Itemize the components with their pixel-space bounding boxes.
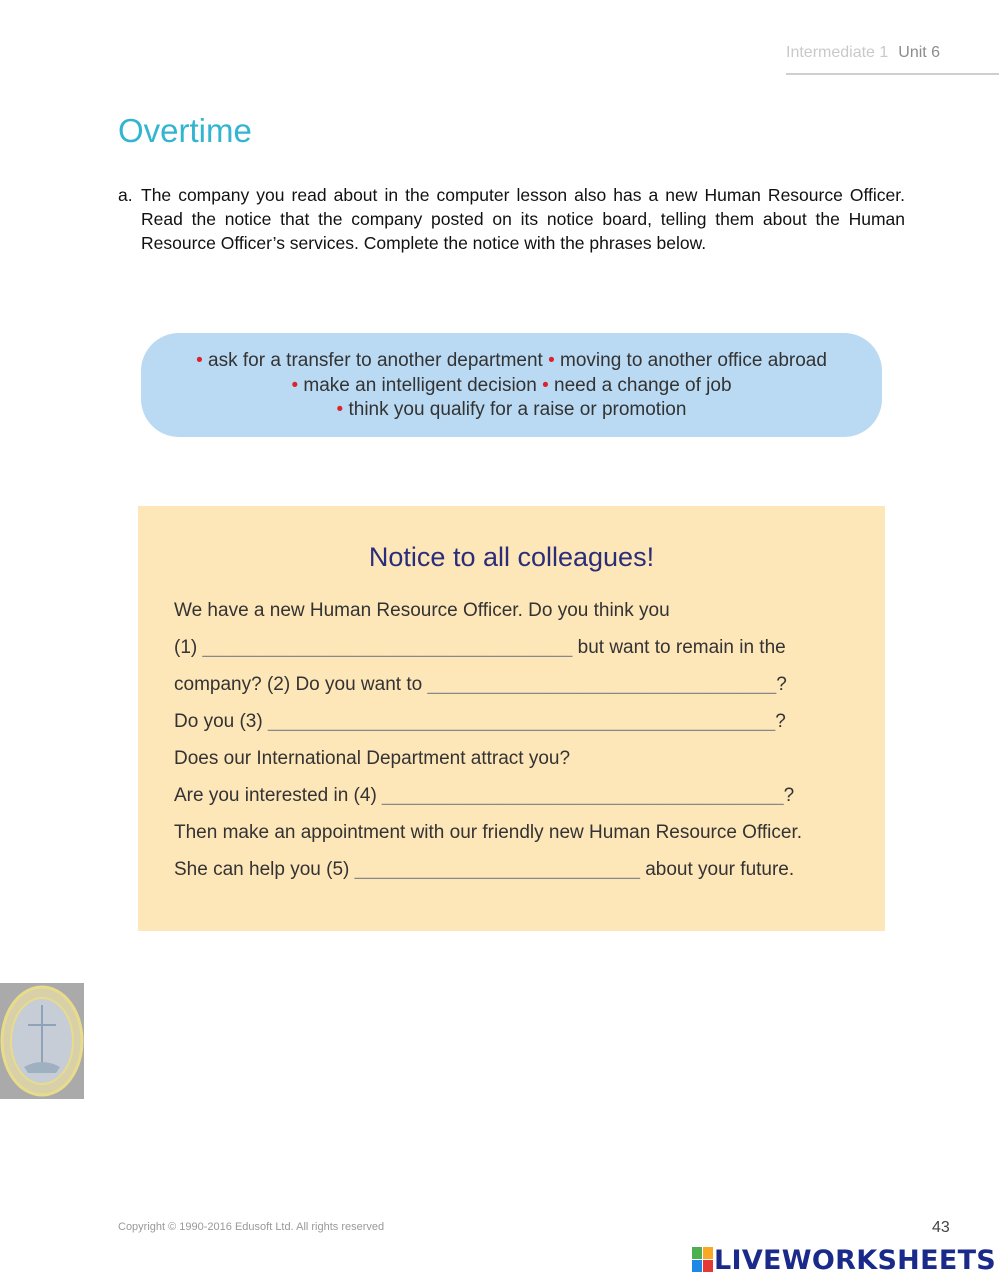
copyright-notice: Copyright © 1990-2016 Edusoft Ltd. All rights reserved	[118, 1221, 385, 1233]
liveworksheets-logo-icon	[692, 1247, 714, 1273]
notice-text: (1)	[174, 637, 198, 658]
notice-text: ?	[783, 785, 795, 806]
phrase-item: make an intelligent decision	[303, 374, 537, 396]
notice-board	[138, 506, 885, 931]
page-header	[786, 44, 999, 75]
notice-text: Are you interested in (4)	[174, 785, 377, 806]
notice-title: Notice to all colleagues!	[368, 542, 655, 572]
notice-text: about your future.	[645, 859, 795, 880]
exercise-instruction	[118, 183, 905, 255]
bullet-icon: •	[542, 374, 549, 396]
answer-blank-4[interactable]: ______________________________________	[382, 785, 784, 806]
notice-text: Do you (3)	[174, 711, 263, 732]
notice-line	[174, 740, 864, 777]
university-seal	[0, 983, 84, 1099]
unit-label: Unit 6	[898, 44, 941, 61]
phrase-row	[141, 398, 882, 423]
answer-blank-5[interactable]: ___________________________	[354, 859, 640, 880]
notice-line	[174, 703, 864, 740]
bullet-icon: •	[548, 350, 555, 371]
instruction-text: The company you read about in the computer lesson also has a new Human Resource Officer. Read the notice that the company posted on its notice board, telling them about the Human Resource Officer’s services. Complete the notice with the phrases below.	[141, 185, 905, 253]
notice-text: Then make an appointment with our friendly new Human Resource Officer.	[174, 822, 803, 843]
notice-text: company? (2) Do you want to	[174, 674, 423, 695]
phrase-item: need a change of job	[554, 374, 732, 396]
brand-name: LIVEWORKSHEETS	[714, 1244, 997, 1276]
page-number: 43	[932, 1219, 950, 1236]
notice-text: ?	[775, 711, 786, 732]
answer-blank-2[interactable]: _________________________________	[427, 674, 777, 695]
bullet-icon: •	[196, 350, 203, 371]
phrase-item: think you qualify for a raise or promotion	[348, 399, 687, 420]
course-level: Intermediate 1	[786, 44, 889, 61]
notice-line	[174, 666, 864, 703]
notice-line	[174, 629, 864, 666]
phrase-item: moving to another office abroad	[560, 350, 827, 371]
phrase-item: ask for a transfer to another department	[208, 350, 543, 371]
phrase-bank	[141, 333, 882, 437]
notice-line	[174, 851, 864, 888]
bullet-icon: •	[336, 399, 344, 420]
liveworksheets-logo	[692, 1244, 996, 1276]
notice-body	[174, 592, 864, 888]
notice-text: She can help you (5)	[174, 859, 350, 880]
notice-text: Does our International Department attract you?	[174, 748, 571, 769]
notice-line	[174, 777, 864, 814]
notice-text: ?	[776, 674, 787, 695]
answer-blank-3[interactable]: ________________________________________________	[267, 711, 776, 732]
exercise-marker: a.	[118, 185, 133, 205]
notice-text: but want to remain in the	[577, 637, 786, 658]
seal-icon	[0, 983, 84, 1099]
phrase-row	[141, 374, 882, 399]
notice-text: We have a new Human Resource Officer. Do you think you	[174, 600, 670, 621]
bullet-icon: •	[291, 374, 299, 396]
notice-line	[174, 814, 864, 851]
answer-blank-1[interactable]: ___________________________________	[202, 637, 573, 658]
notice-line	[174, 592, 864, 629]
phrase-row	[141, 349, 882, 374]
page-title: Overtime	[118, 112, 252, 149]
